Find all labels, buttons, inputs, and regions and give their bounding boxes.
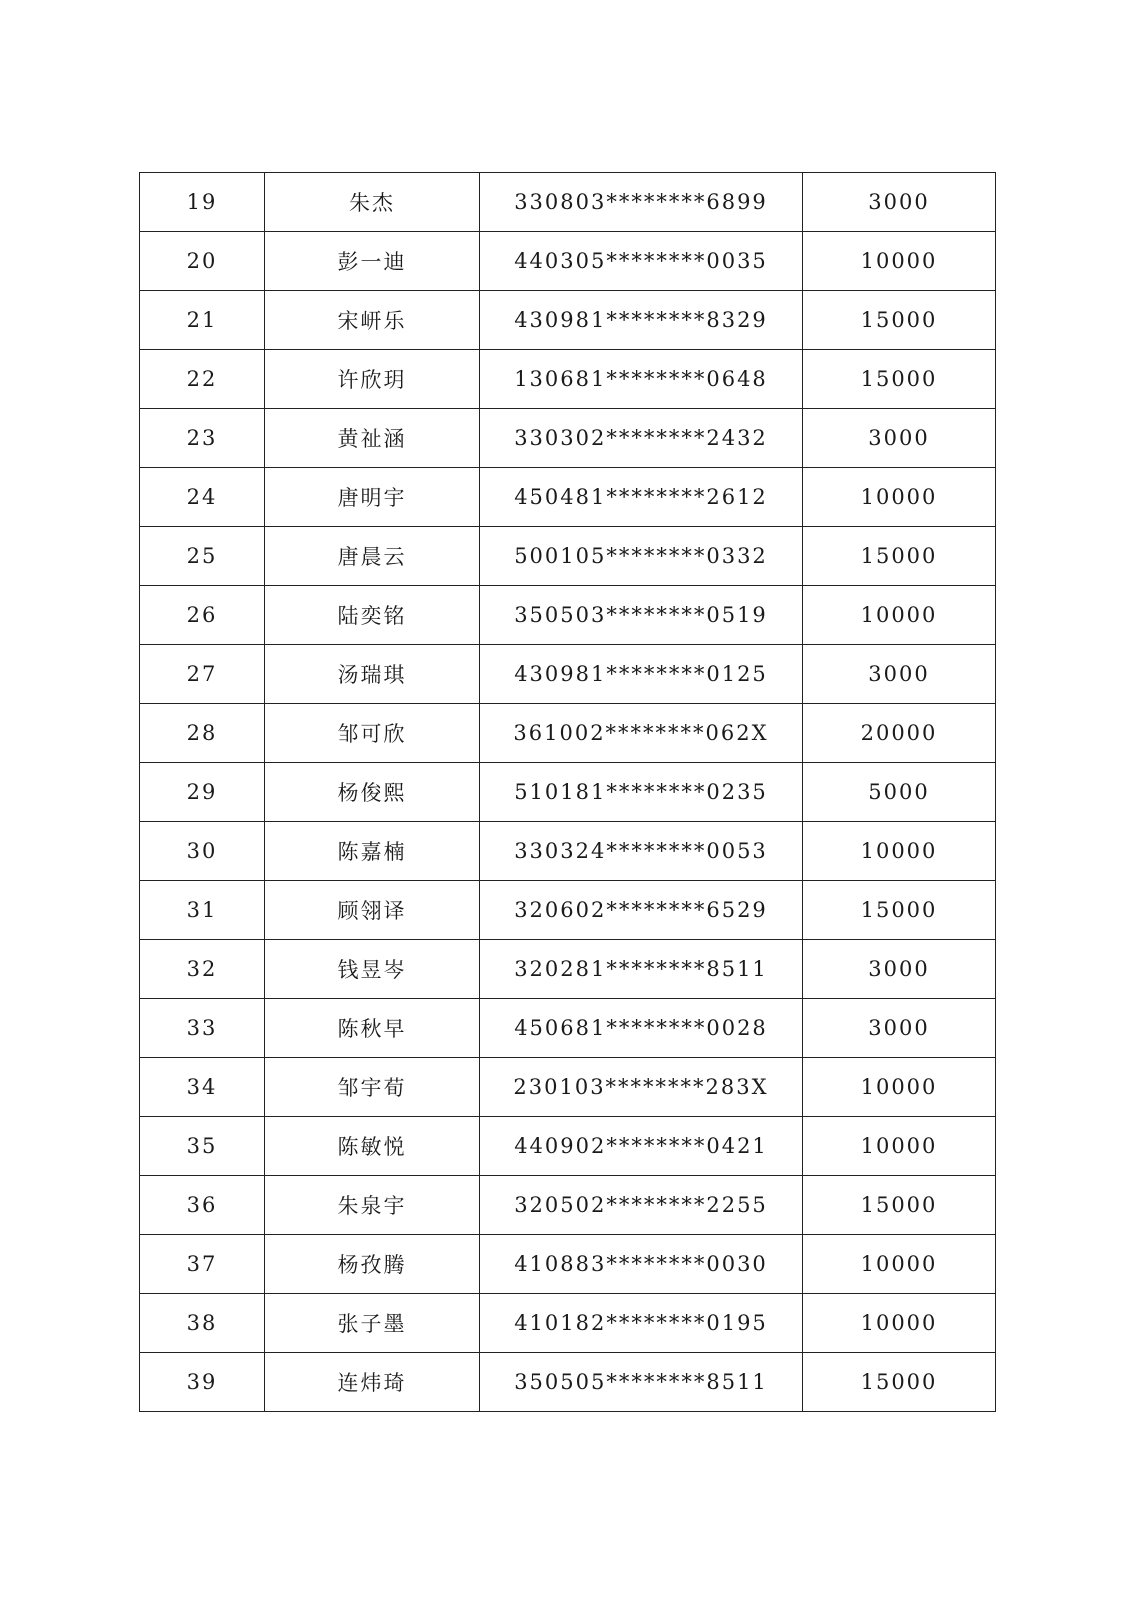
table-row: [140, 232, 996, 291]
row-number-cell: 25: [140, 527, 265, 586]
amount-cell: 10000: [803, 1117, 996, 1176]
person-name-cell: 唐晨云: [265, 527, 480, 586]
row-number-cell: 23: [140, 409, 265, 468]
id-number-cell: 330324********0053: [480, 822, 803, 881]
row-number-cell: 24: [140, 468, 265, 527]
table-row: [140, 1117, 996, 1176]
table-row: [140, 763, 996, 822]
person-name-cell: 杨孜腾: [265, 1235, 480, 1294]
id-number-cell: 510181********0235: [480, 763, 803, 822]
person-name-cell: 邹可欣: [265, 704, 480, 763]
amount-cell: 15000: [803, 881, 996, 940]
id-number-cell: 330302********2432: [480, 409, 803, 468]
id-number-cell: 230103********283X: [480, 1058, 803, 1117]
id-number-cell: 320281********8511: [480, 940, 803, 999]
person-name-cell: 陈秋早: [265, 999, 480, 1058]
amount-cell: 15000: [803, 1353, 996, 1412]
amount-cell: 10000: [803, 1058, 996, 1117]
amount-cell: 10000: [803, 468, 996, 527]
id-number-cell: 450481********2612: [480, 468, 803, 527]
row-number-cell: 20: [140, 232, 265, 291]
id-number-cell: 440902********0421: [480, 1117, 803, 1176]
row-number-cell: 27: [140, 645, 265, 704]
row-number-cell: 36: [140, 1176, 265, 1235]
id-number-cell: 320602********6529: [480, 881, 803, 940]
table-row: [140, 409, 996, 468]
table-row: [140, 586, 996, 645]
amount-cell: 15000: [803, 350, 996, 409]
amount-cell: 3000: [803, 409, 996, 468]
id-number-cell: 410883********0030: [480, 1235, 803, 1294]
person-name-cell: 许欣玥: [265, 350, 480, 409]
table-row: [140, 822, 996, 881]
person-name-cell: 杨俊熙: [265, 763, 480, 822]
person-name-cell: 唐明宇: [265, 468, 480, 527]
table-row: [140, 881, 996, 940]
table-row: [140, 173, 996, 232]
id-number-cell: 440305********0035: [480, 232, 803, 291]
person-name-cell: 邹宇荀: [265, 1058, 480, 1117]
id-number-cell: 430981********0125: [480, 645, 803, 704]
table-row: [140, 1235, 996, 1294]
table-row: [140, 704, 996, 763]
person-name-cell: 宋岍乐: [265, 291, 480, 350]
id-number-cell: 350503********0519: [480, 586, 803, 645]
table-row: [140, 350, 996, 409]
row-number-cell: 31: [140, 881, 265, 940]
table-row: [140, 940, 996, 999]
amount-cell: 15000: [803, 527, 996, 586]
person-name-cell: 朱泉宇: [265, 1176, 480, 1235]
table-row: [140, 1058, 996, 1117]
amount-cell: 15000: [803, 291, 996, 350]
id-number-cell: 350505********8511: [480, 1353, 803, 1412]
person-name-cell: 连炜琦: [265, 1353, 480, 1412]
person-name-cell: 黄祉涵: [265, 409, 480, 468]
amount-cell: 3000: [803, 940, 996, 999]
person-name-cell: 顾翎译: [265, 881, 480, 940]
id-number-cell: 430981********8329: [480, 291, 803, 350]
id-number-cell: 130681********0648: [480, 350, 803, 409]
amount-cell: 3000: [803, 173, 996, 232]
row-number-cell: 26: [140, 586, 265, 645]
id-number-cell: 450681********0028: [480, 999, 803, 1058]
row-number-cell: 28: [140, 704, 265, 763]
row-number-cell: 19: [140, 173, 265, 232]
row-number-cell: 38: [140, 1294, 265, 1353]
row-number-cell: 22: [140, 350, 265, 409]
row-number-cell: 21: [140, 291, 265, 350]
table-row: [140, 1353, 996, 1412]
row-number-cell: 35: [140, 1117, 265, 1176]
row-number-cell: 39: [140, 1353, 265, 1412]
amount-cell: 10000: [803, 232, 996, 291]
person-name-cell: 陈嘉楠: [265, 822, 480, 881]
id-number-cell: 500105********0332: [480, 527, 803, 586]
person-name-cell: 钱昱岑: [265, 940, 480, 999]
amount-cell: 10000: [803, 822, 996, 881]
table-row: [140, 1176, 996, 1235]
row-number-cell: 29: [140, 763, 265, 822]
table-row: [140, 645, 996, 704]
amount-cell: 10000: [803, 1294, 996, 1353]
row-number-cell: 30: [140, 822, 265, 881]
roster-table-body: [140, 173, 996, 1412]
id-number-cell: 361002********062X: [480, 704, 803, 763]
amount-cell: 10000: [803, 586, 996, 645]
table-row: [140, 291, 996, 350]
row-number-cell: 34: [140, 1058, 265, 1117]
table-row: [140, 527, 996, 586]
amount-cell: 3000: [803, 999, 996, 1058]
person-name-cell: 陈敏悦: [265, 1117, 480, 1176]
person-name-cell: 陆奕铭: [265, 586, 480, 645]
person-name-cell: 彭一迪: [265, 232, 480, 291]
roster-table: [139, 172, 996, 1412]
amount-cell: 10000: [803, 1235, 996, 1294]
id-number-cell: 320502********2255: [480, 1176, 803, 1235]
person-name-cell: 朱杰: [265, 173, 480, 232]
table-row: [140, 999, 996, 1058]
amount-cell: 15000: [803, 1176, 996, 1235]
table-row: [140, 1294, 996, 1353]
person-name-cell: 张子墨: [265, 1294, 480, 1353]
person-name-cell: 汤瑞琪: [265, 645, 480, 704]
id-number-cell: 330803********6899: [480, 173, 803, 232]
amount-cell: 3000: [803, 645, 996, 704]
row-number-cell: 32: [140, 940, 265, 999]
row-number-cell: 33: [140, 999, 265, 1058]
row-number-cell: 37: [140, 1235, 265, 1294]
id-number-cell: 410182********0195: [480, 1294, 803, 1353]
amount-cell: 5000: [803, 763, 996, 822]
table-row: [140, 468, 996, 527]
amount-cell: 20000: [803, 704, 996, 763]
